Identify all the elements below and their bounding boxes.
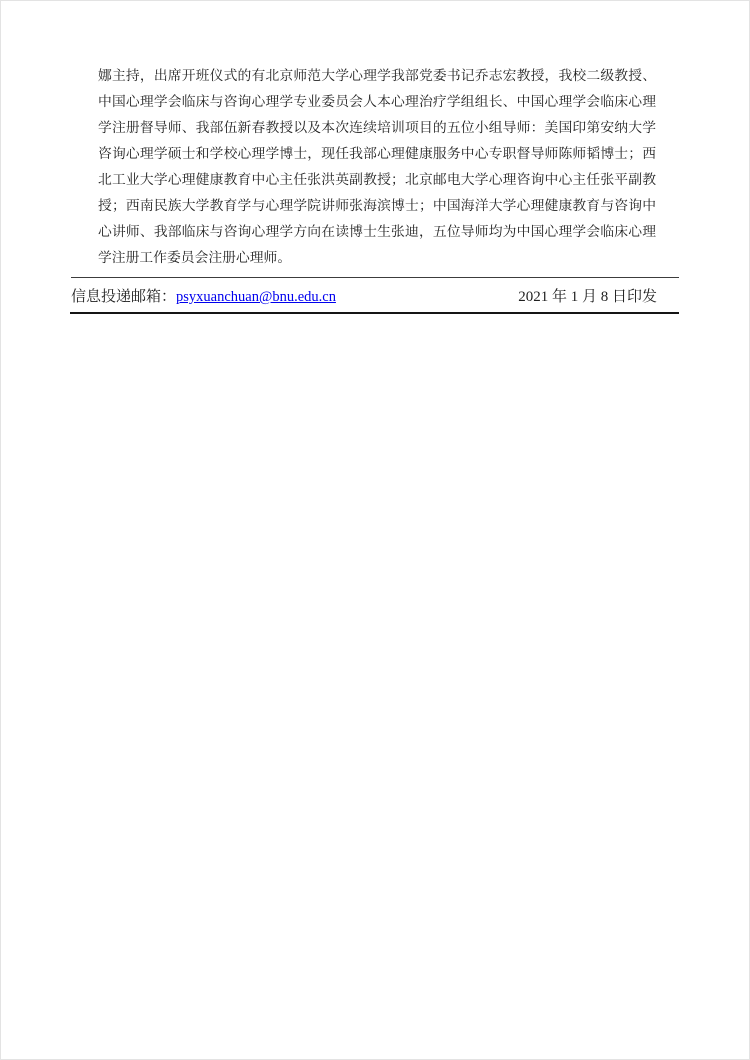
paragraph-line: 心讲师、我部临床与咨询心理学方向在读博士生张迪，五位导师均为中国心理学会临床心理: [98, 224, 656, 239]
email-label: 信息投递邮箱：: [71, 289, 177, 305]
paragraph-line: 娜主持，出席开班仪式的有北京师范大学心理学我部党委书记乔志宏教授，我校二级教授、: [98, 68, 656, 83]
paragraph-line: 授；西南民族大学教育学与心理学院讲师张海滨博士；中国海洋大学心理健康教育与咨询中: [98, 198, 656, 213]
paragraph-line: 中国心理学会临床与咨询心理学专业委员会人本心理治疗学组组长、中国心理学会临床心理: [98, 94, 656, 109]
print-date: 2021 年 1 月 8 日印发: [518, 289, 657, 305]
footer-email: [71, 286, 336, 308]
body-paragraph: [98, 63, 656, 271]
footer-rule-bottom: [70, 312, 679, 314]
paragraph-line: 咨询心理学硕士和学校心理学博士，现任我部心理健康服务中心专职督导师陈师韬博士；西: [98, 146, 656, 161]
footer-row: [71, 286, 657, 308]
footer-rule-top: [71, 277, 679, 278]
email-link[interactable]: psyxuanchuan@bnu.edu.cn: [176, 289, 336, 305]
paragraph-line: 北工业大学心理健康教育中心主任张洪英副教授；北京邮电大学心理咨询中心主任张平副教: [98, 172, 656, 187]
paragraph-line: 学注册督导师、我部伍新春教授以及本次连续培训项目的五位小组导师：美国印第安纳大学: [98, 120, 656, 135]
paragraph-line: 学注册工作委员会注册心理师。: [98, 250, 292, 265]
